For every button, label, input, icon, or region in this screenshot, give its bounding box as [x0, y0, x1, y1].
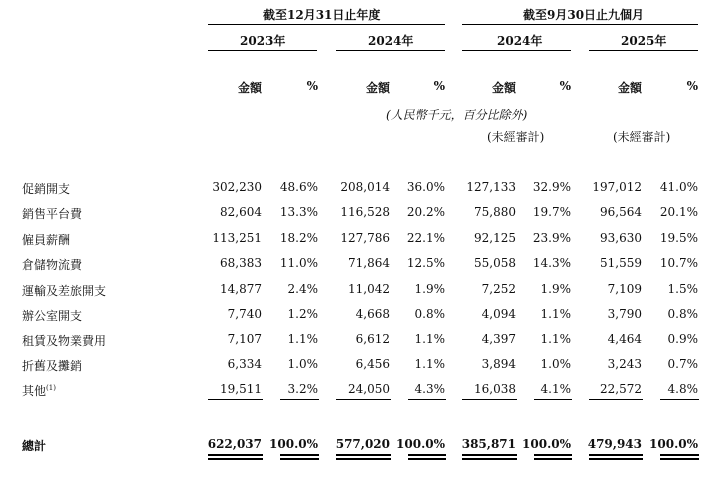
- row-label: [22, 205, 82, 222]
- total-label: 總計: [22, 439, 47, 453]
- period-header-year: 截至12月31日止年度: [263, 8, 381, 22]
- percent-cell: 36.0%: [406, 180, 445, 194]
- total-double-rule: [208, 454, 263, 456]
- amount-cell: 7,252: [481, 282, 516, 296]
- unaudited-note-2025: (未經審計): [613, 130, 671, 144]
- percent-cell: 0.8%: [667, 307, 698, 321]
- year-2024-nine: 2024年: [497, 34, 543, 48]
- amount-cell: 7,109: [607, 282, 642, 296]
- amount-cell: 302,230: [212, 180, 262, 194]
- amount-cell: 93,630: [600, 231, 642, 245]
- unaudited-note-2024: (未經審計): [487, 130, 545, 144]
- year-2025-nine: 2025年: [621, 34, 667, 48]
- amount-cell: 116,528: [340, 205, 390, 219]
- amount-cell: 68,383: [220, 256, 262, 270]
- percent-cell: 13.3%: [279, 205, 318, 219]
- amount-cell: 197,012: [592, 180, 642, 194]
- amount-cell: 96,564: [600, 205, 642, 219]
- percent-cell: 4.8%: [667, 382, 698, 396]
- row-label-text: 辦公室開支: [22, 309, 83, 323]
- amount-column-header: 金額: [365, 81, 390, 95]
- total-percent-cell: 100.0%: [396, 437, 445, 451]
- amount-column-header: 金額: [237, 81, 262, 95]
- amount-cell: 4,464: [607, 332, 642, 346]
- subtotal-rule: [589, 399, 643, 400]
- total-amount-cell: 385,871: [461, 437, 516, 451]
- row-label-text: 僱員薪酬: [22, 233, 71, 247]
- total-percent-cell: 100.0%: [522, 437, 571, 451]
- amount-cell: 14,877: [220, 282, 262, 296]
- percent-cell: 48.6%: [279, 180, 318, 194]
- period-header-nine-months: 截至9月30日止九個月: [523, 8, 645, 22]
- total-double-rule: [462, 458, 517, 460]
- subtotal-rule: [462, 399, 517, 400]
- amount-cell: 7,740: [227, 307, 262, 321]
- percent-column-header: %: [686, 79, 698, 93]
- row-label-text: 其他: [22, 384, 47, 398]
- row-label: [22, 382, 56, 399]
- percent-cell: 1.1%: [287, 332, 318, 346]
- percent-cell: 1.0%: [287, 357, 318, 371]
- row-label: [22, 282, 106, 299]
- total-amount-cell: 622,037: [207, 437, 262, 451]
- total-double-rule: [534, 458, 572, 460]
- row-label-text: 租賃及物業費用: [22, 334, 107, 348]
- amount-cell: 6,612: [355, 332, 390, 346]
- header-rule-year: [208, 24, 445, 25]
- amount-cell: 6,456: [355, 357, 390, 371]
- total-double-rule: [589, 458, 643, 460]
- amount-cell: 208,014: [340, 180, 390, 194]
- percent-cell: 1.1%: [540, 332, 571, 346]
- total-percent-cell: 100.0%: [649, 437, 698, 451]
- row-label: [22, 332, 106, 349]
- amount-cell: 71,864: [348, 256, 390, 270]
- percent-cell: 20.1%: [659, 205, 698, 219]
- amount-cell: 127,133: [466, 180, 516, 194]
- percent-cell: 22.1%: [406, 231, 445, 245]
- total-double-rule: [408, 458, 446, 460]
- total-double-rule: [534, 454, 572, 456]
- year-rule-2: [336, 50, 445, 51]
- amount-cell: 92,125: [474, 231, 516, 245]
- year-2023: 2023年: [240, 34, 286, 48]
- percent-cell: 1.9%: [414, 282, 445, 296]
- total-amount-cell: 479,943: [587, 437, 642, 451]
- percent-cell: 19.7%: [532, 205, 571, 219]
- percent-cell: 12.5%: [406, 256, 445, 270]
- percent-column-header: %: [433, 79, 445, 93]
- percent-cell: 0.8%: [414, 307, 445, 321]
- percent-cell: 19.5%: [659, 231, 698, 245]
- amount-cell: 55,058: [474, 256, 516, 270]
- total-double-rule: [280, 458, 319, 460]
- percent-cell: 0.9%: [667, 332, 698, 346]
- subtotal-rule: [534, 399, 572, 400]
- amount-cell: 11,042: [348, 282, 390, 296]
- percent-cell: 2.4%: [287, 282, 318, 296]
- amount-column-header: 金額: [617, 81, 642, 95]
- total-percent-cell: 100.0%: [269, 437, 318, 451]
- row-label-text: 倉儲物流費: [22, 258, 83, 272]
- percent-cell: 10.7%: [659, 256, 698, 270]
- row-label: [22, 180, 70, 197]
- amount-cell: 16,038: [474, 382, 516, 396]
- amount-cell: 75,880: [474, 205, 516, 219]
- percent-cell: 14.3%: [532, 256, 571, 270]
- total-double-rule: [208, 458, 263, 460]
- header-rule-nine-months: [462, 24, 698, 25]
- unit-note: (人民幣千元，百分比除外): [386, 108, 528, 122]
- subtotal-rule: [408, 399, 446, 400]
- amount-cell: 24,050: [348, 382, 390, 396]
- percent-cell: 1.1%: [414, 332, 445, 346]
- amount-cell: 7,107: [227, 332, 262, 346]
- percent-cell: 1.9%: [540, 282, 571, 296]
- amount-cell: 4,397: [481, 332, 516, 346]
- percent-cell: 0.7%: [667, 357, 698, 371]
- amount-cell: 51,559: [600, 256, 642, 270]
- percent-column-header: %: [559, 79, 571, 93]
- row-label: [22, 231, 70, 248]
- percent-cell: 20.2%: [406, 205, 445, 219]
- percent-cell: 41.0%: [659, 180, 698, 194]
- amount-cell: 127,786: [340, 231, 390, 245]
- percent-cell: 4.1%: [540, 382, 571, 396]
- row-label-text: 折舊及攤銷: [22, 359, 83, 373]
- row-label: [22, 307, 82, 324]
- amount-cell: 3,243: [607, 357, 642, 371]
- amount-cell: 6,334: [227, 357, 262, 371]
- percent-cell: 3.2%: [287, 382, 318, 396]
- subtotal-rule: [660, 399, 699, 400]
- year-2024: 2024年: [368, 34, 414, 48]
- amount-cell: 19,511: [220, 382, 262, 396]
- year-rule-3: [462, 50, 571, 51]
- percent-cell: 1.5%: [667, 282, 698, 296]
- subtotal-rule: [336, 399, 391, 400]
- amount-cell: 113,251: [212, 231, 262, 245]
- amount-cell: 3,894: [481, 357, 516, 371]
- percent-cell: 1.2%: [287, 307, 318, 321]
- row-label: [22, 256, 82, 273]
- percent-column-header: %: [306, 79, 318, 93]
- row-label-text: 銷售平台費: [22, 207, 83, 221]
- row-label: [22, 357, 82, 374]
- footnote-marker: (1): [46, 384, 56, 392]
- year-rule-1: [208, 50, 317, 51]
- row-label-text: 運輸及差旅開支: [22, 284, 107, 298]
- percent-cell: 11.0%: [279, 256, 318, 270]
- amount-cell: 3,790: [607, 307, 642, 321]
- subtotal-rule: [280, 399, 319, 400]
- total-double-rule: [660, 454, 699, 456]
- percent-cell: 4.3%: [414, 382, 445, 396]
- total-double-rule: [280, 454, 319, 456]
- percent-cell: 23.9%: [532, 231, 571, 245]
- total-double-rule: [589, 454, 643, 456]
- subtotal-rule: [208, 399, 263, 400]
- total-double-rule: [462, 454, 517, 456]
- amount-cell: 22,572: [600, 382, 642, 396]
- amount-cell: 4,668: [355, 307, 390, 321]
- percent-cell: 1.1%: [414, 357, 445, 371]
- percent-cell: 32.9%: [532, 180, 571, 194]
- amount-cell: 82,604: [220, 205, 262, 219]
- row-label-text: 促銷開支: [22, 182, 71, 196]
- percent-cell: 18.2%: [279, 231, 318, 245]
- amount-cell: 4,094: [481, 307, 516, 321]
- total-double-rule: [336, 458, 391, 460]
- amount-column-header: 金額: [491, 81, 516, 95]
- total-amount-cell: 577,020: [335, 437, 390, 451]
- total-double-rule: [660, 458, 699, 460]
- total-double-rule: [408, 454, 446, 456]
- total-double-rule: [336, 454, 391, 456]
- percent-cell: 1.1%: [540, 307, 571, 321]
- percent-cell: 1.0%: [540, 357, 571, 371]
- year-rule-4: [589, 50, 698, 51]
